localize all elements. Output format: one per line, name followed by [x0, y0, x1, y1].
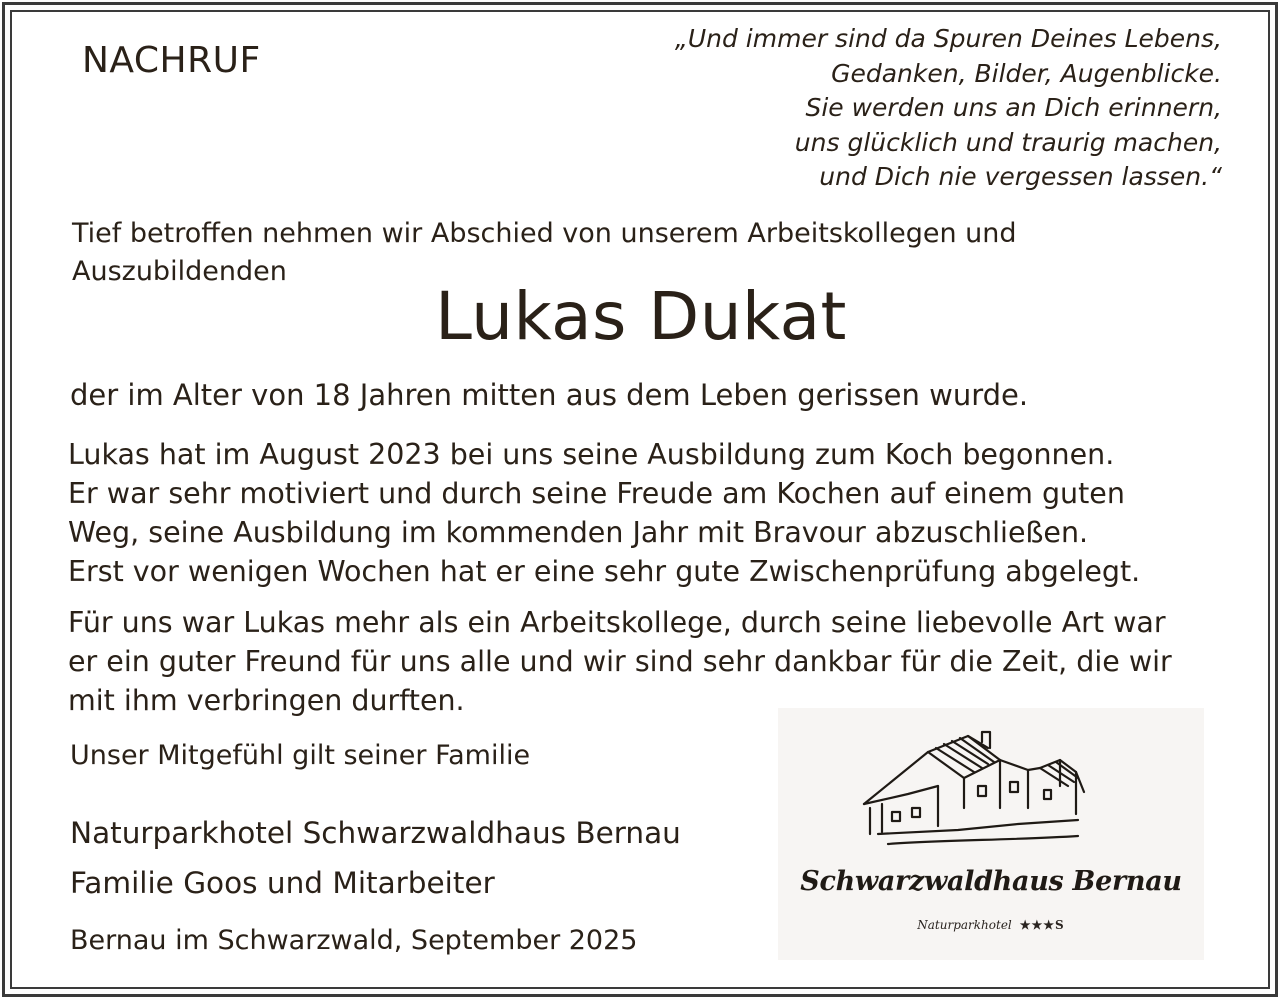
sender-block: [70, 808, 681, 908]
paragraph-line: Erst vor wenigen Wochen hat er eine sehr gute Zwischenprüfung abgelegt.: [68, 555, 1141, 588]
memorial-quote: [675, 22, 1222, 195]
paragraph-line: Weg, seine Ausbildung im kommenden Jahr mit Bravour abzuschließen.: [68, 516, 1089, 549]
quote-line: und Dich nie vergessen lassen.“: [819, 162, 1222, 191]
heading-nachruf: NACHRUF: [82, 40, 261, 81]
logo-subtitle-text: Naturparkhotel: [917, 918, 1012, 932]
logo-stars: ★★★S: [1019, 918, 1065, 932]
paragraph-line: Für uns war Lukas mehr als ein Arbeitskollege, durch seine liebevolle Art war: [68, 606, 1166, 639]
farmhouse-icon: [778, 708, 1204, 868]
deceased-name-text: Lukas Dukat: [435, 278, 847, 355]
paragraph-line: Er war sehr motiviert und durch seine Freude am Kochen auf einem guten: [68, 477, 1125, 510]
paragraph-apprenticeship: [68, 435, 1140, 591]
age-line: der im Alter von 18 Jahren mitten aus dem Leben gerissen wurde.: [70, 378, 1029, 412]
quote-line: Gedanken, Bilder, Augenblicke.: [831, 58, 1222, 88]
condolence-line: Unser Mitgefühl gilt seiner Familie: [70, 740, 531, 771]
paragraph-friendship: [68, 603, 1172, 720]
quote-line: „Und immer sind da Spuren Deines Lebens,: [674, 24, 1222, 53]
sender-hotel: Naturparkhotel Schwarzwaldhaus Bernau: [70, 816, 681, 850]
logo-name: Schwarzwaldhaus Bernau: [800, 866, 1182, 897]
hotel-logo: [778, 708, 1204, 960]
intro-line: Tief betroffen nehmen wir Abschied von unserem Arbeitskollegen und: [72, 218, 1017, 249]
quote-line: uns glücklich und traurig machen,: [794, 127, 1222, 157]
paragraph-line: er ein guter Freund für uns alle und wir sind sehr dankbar für die Zeit, die wir: [68, 645, 1172, 678]
quote-line: Sie werden uns an Dich erinnern,: [805, 93, 1222, 122]
paragraph-line: Lukas hat im August 2023 bei uns seine Ausbildung zum Koch begonnen.: [68, 438, 1115, 471]
paragraph-line: mit ihm verbringen durften.: [68, 684, 465, 717]
intro-line: Auszubildenden: [72, 256, 287, 287]
sender-family: Familie Goos und Mitarbeiter: [70, 866, 495, 900]
deceased-name: [0, 278, 1280, 355]
logo-subtitle: [778, 918, 1204, 932]
place-date: Bernau im Schwarzwald, September 2025: [70, 925, 638, 956]
